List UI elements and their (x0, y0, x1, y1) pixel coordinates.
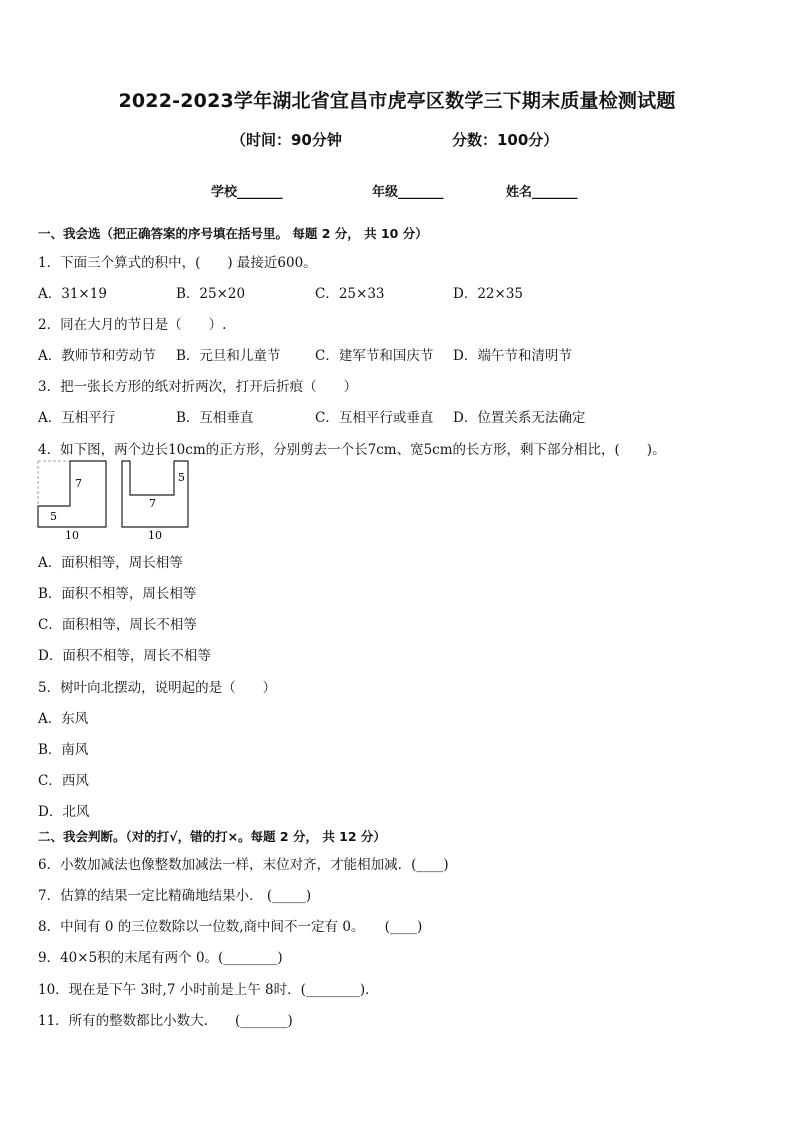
option-a[interactable]: A．教师节和劳动节 (38, 348, 156, 364)
question-3-options (0, 406, 794, 426)
question-1-options (0, 282, 794, 302)
question-4-option-d[interactable]: D．面积不相等，周长不相等 (38, 648, 211, 664)
question-4: 4．如下图，两个边长10cm的正方形，分别剪去一个长7cm、宽5cm的长方形，剩下部分相比，( )。 (38, 442, 666, 458)
name-field[interactable]: 姓名_______ (506, 185, 578, 200)
question-4-option-c[interactable]: C．面积相等，周长不相等 (38, 617, 197, 633)
left-label-bottom: 5 (50, 510, 57, 523)
left-label-base: 10 (65, 529, 79, 542)
page-title: 2022-2023学年湖北省宜昌市虎亭区数学三下期末质量检测试题 (118, 90, 676, 112)
option-b[interactable]: B．25×20 (176, 286, 246, 302)
option-d[interactable]: D．端午节和清明节 (453, 348, 572, 364)
question-9: 9．40×5积的末尾有两个 0。(________) (38, 950, 283, 966)
question-4-option-b[interactable]: B．面积不相等，周长相等 (38, 586, 197, 602)
question-6: 6．小数加减法也像整数加减法一样，末位对齐，才能相加减．(____) (38, 857, 449, 873)
question-5-option-d[interactable]: D．北风 (38, 804, 90, 820)
grade-field[interactable]: 年级_______ (372, 185, 444, 200)
question-4-figure (35, 459, 195, 543)
question-3: 3．把一张长方形的纸对折两次，打开后折痕（ ） (38, 379, 358, 395)
question-2-options (0, 344, 794, 364)
school-field[interactable]: 学校_______ (211, 185, 283, 200)
question-10: 10．现在是下午 3时,7 小时前是上午 8时．(________)． (38, 982, 379, 998)
question-5-option-b[interactable]: B．南风 (38, 742, 89, 758)
question-8: 8．中间有 0 的三位数除以一位数,商中间不一定有 0。 (____) (38, 919, 423, 935)
question-2: 2．同在大月的节日是（ ）. (38, 317, 227, 333)
right-label-inner: 7 (149, 497, 156, 510)
right-label-side: 5 (178, 471, 185, 484)
question-11: 11．所有的整数都比小数大. (_______) (38, 1013, 293, 1029)
option-d[interactable]: D．22×35 (453, 286, 523, 302)
option-c[interactable]: C．互相平行或垂直 (315, 410, 434, 426)
exam-score: 分数：100分） (452, 131, 559, 149)
option-c[interactable]: C．建军节和国庆节 (315, 348, 434, 364)
question-1: 1．下面三个算式的积中，( ) 最接近600。 (38, 255, 317, 271)
left-label-side: 7 (75, 477, 82, 490)
left-remaining-shape (38, 461, 106, 527)
question-4-option-a[interactable]: A．面积相等，周长相等 (38, 555, 183, 571)
option-b[interactable]: B．互相垂直 (176, 410, 254, 426)
option-a[interactable]: A．31×19 (38, 286, 107, 302)
question-5-option-c[interactable]: C．西风 (38, 773, 89, 789)
exam-time: （时间：90分钟 (231, 131, 342, 149)
question-5: 5．树叶向北摆动，说明起的是（ ） (38, 680, 277, 696)
option-c[interactable]: C．25×33 (315, 286, 385, 302)
question-5-option-a[interactable]: A．东风 (38, 711, 89, 727)
right-label-base: 10 (148, 529, 162, 542)
option-d[interactable]: D．位置关系无法确定 (453, 410, 586, 426)
section-heading-judge: 二、我会判断。（对的打√，错的打×。每题 2 分， 共 12 分） (38, 829, 386, 844)
option-b[interactable]: B．元旦和儿童节 (176, 348, 281, 364)
question-7: 7．估算的结果一定比精确地结果小． (_____) (38, 888, 312, 904)
section-heading-choice: 一、我会选（把正确答案的序号填在括号里。 每题 2 分， 共 10 分） (38, 226, 428, 241)
option-a[interactable]: A．互相平行 (38, 410, 116, 426)
